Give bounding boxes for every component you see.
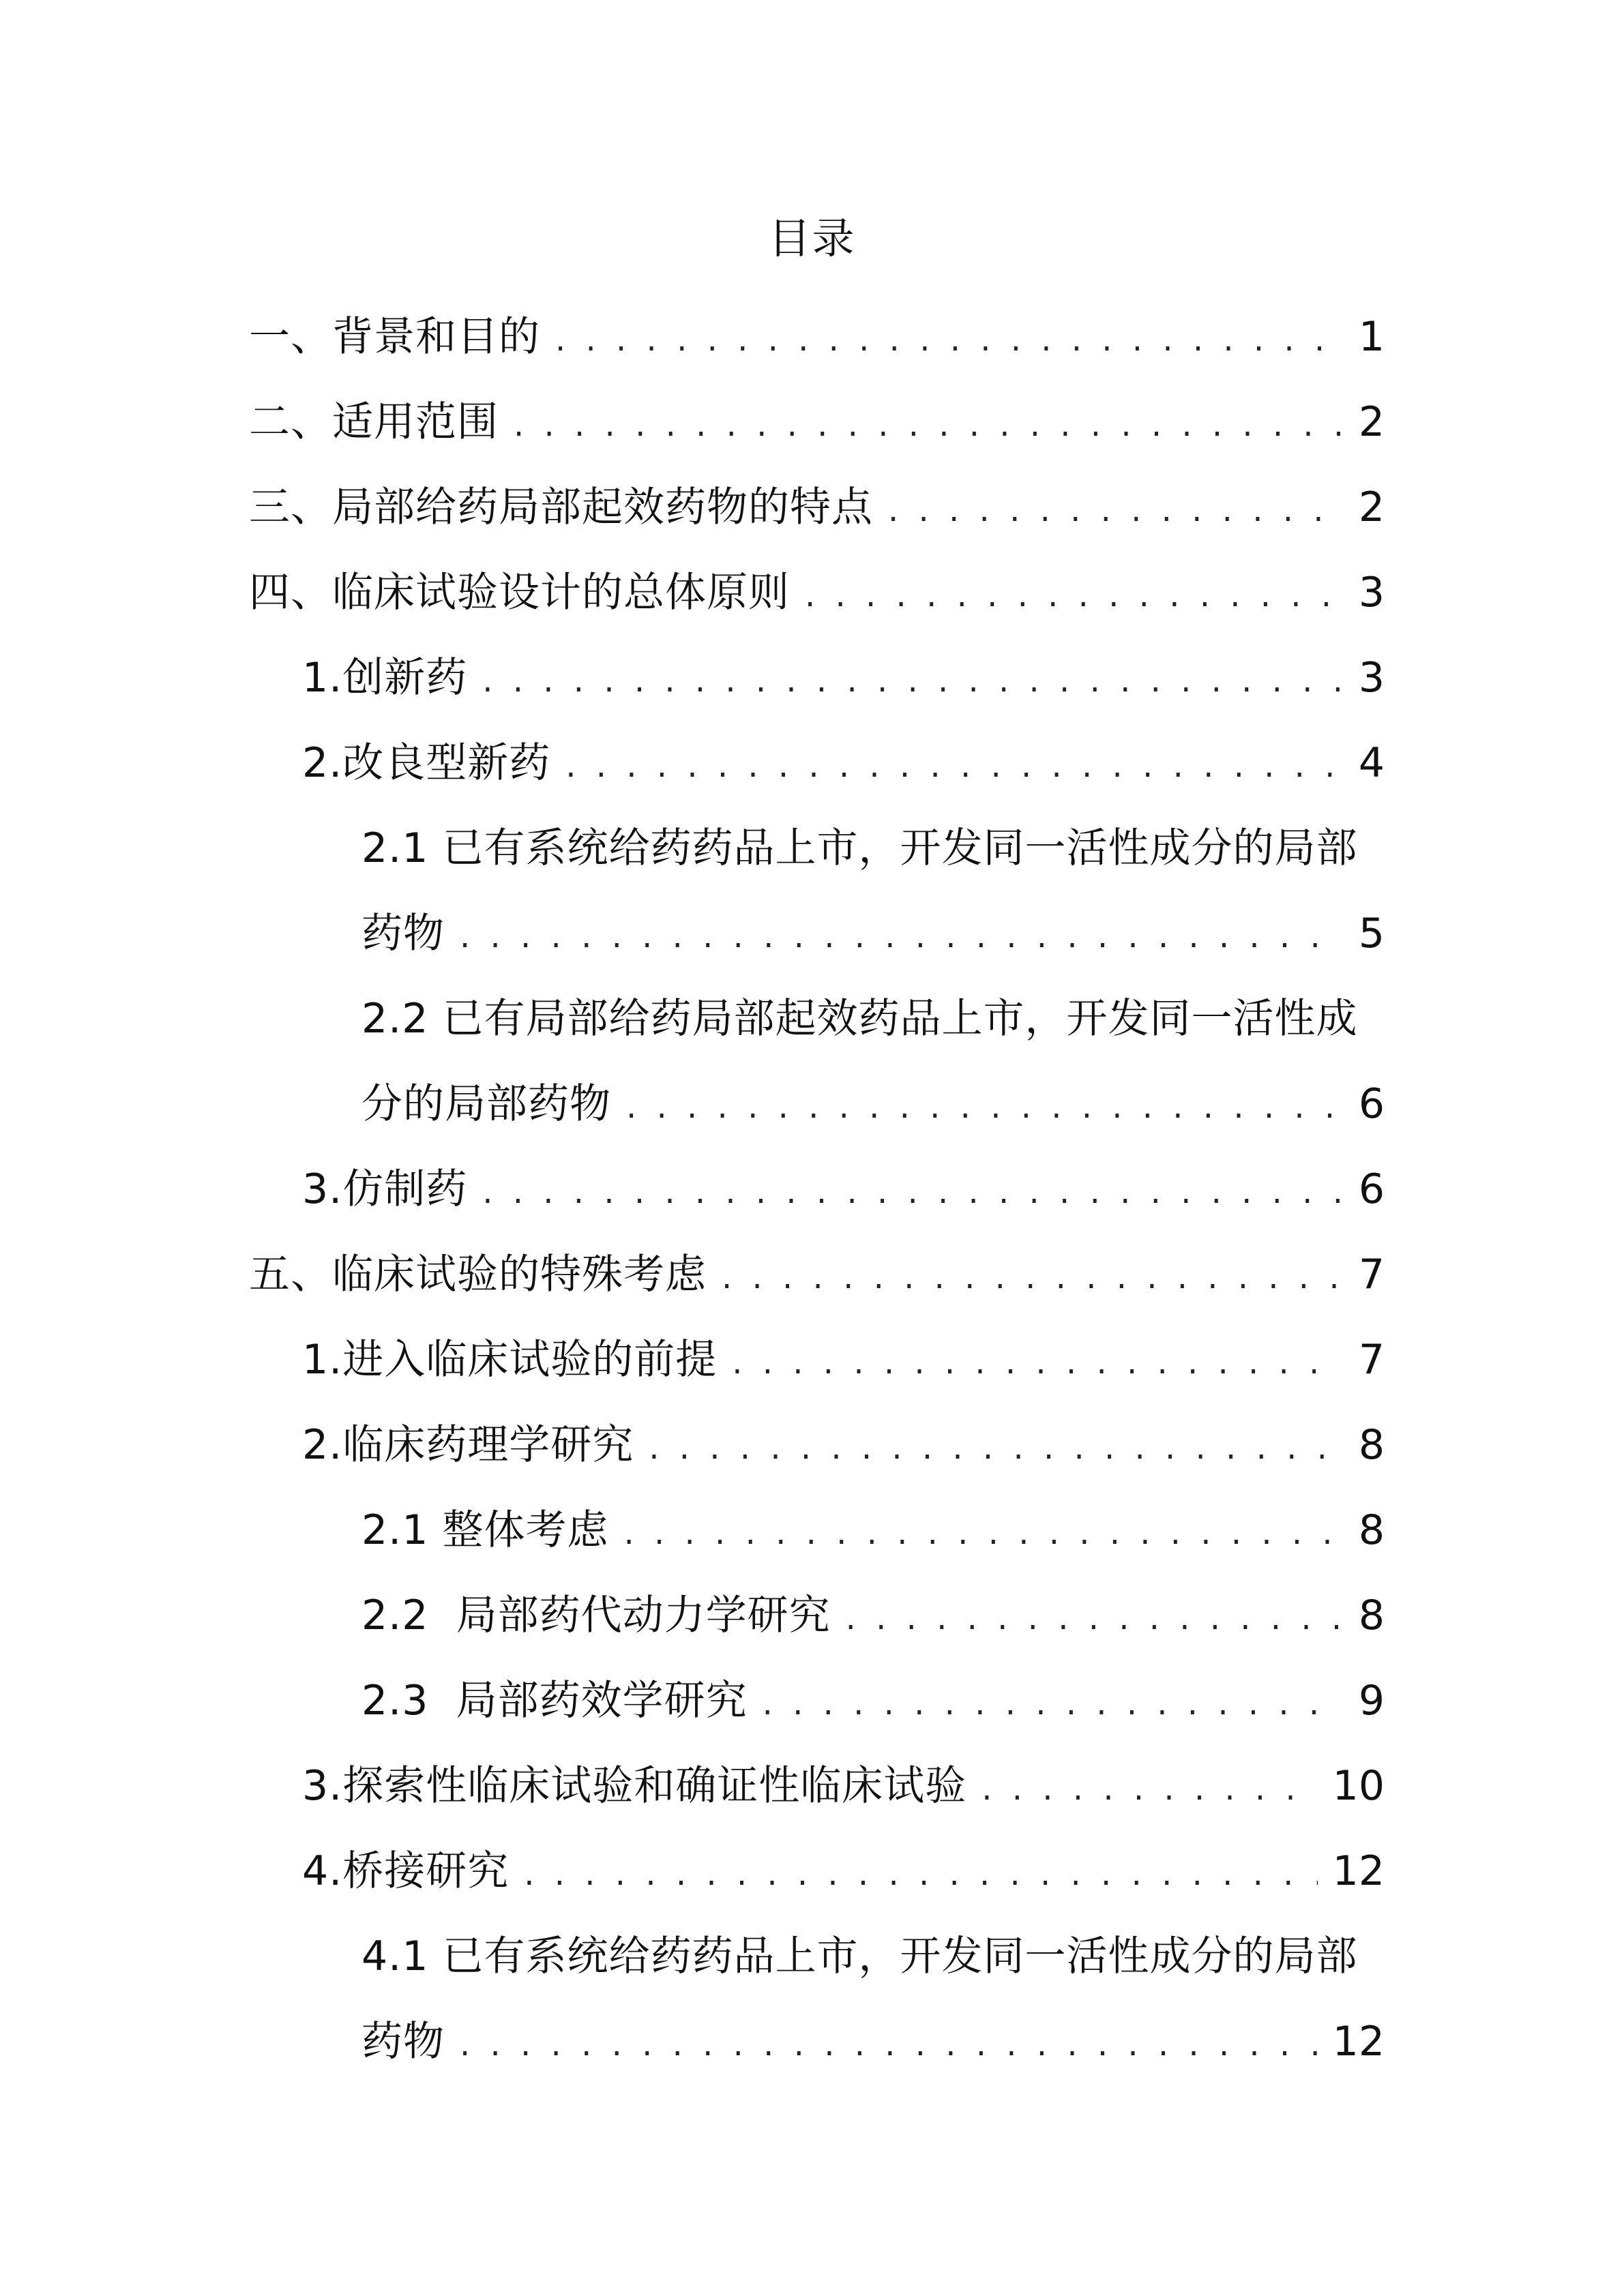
toc-entry[interactable] (249, 976, 1385, 1062)
toc-page-number: 2 (1358, 398, 1385, 446)
toc-page-number: 12 (1332, 2018, 1385, 2066)
toc-dot-leader (732, 1320, 1342, 1405)
page-title: 目录 (768, 213, 856, 263)
toc-dot-leader (981, 1746, 1317, 1832)
toc-dot-leader (460, 894, 1342, 979)
toc-dot-leader (846, 1576, 1342, 1661)
toc-entry-label: 2.改良型新药 (302, 739, 551, 787)
toc-page-number: 6 (1358, 1080, 1385, 1128)
toc-dot-leader (482, 1150, 1342, 1235)
toc-dot-leader (624, 1491, 1343, 1576)
toc-entry[interactable] (249, 1573, 1385, 1658)
toc-page-number: 3 (1358, 569, 1385, 616)
table-of-contents (249, 295, 1385, 2085)
toc-page-number: 10 (1332, 1762, 1385, 1810)
toc-entry-label: 2.2 局部药代动力学研究 (361, 1592, 831, 1639)
toc-dot-leader (763, 1661, 1342, 1746)
toc-page-number: 9 (1358, 1677, 1385, 1725)
toc-entry[interactable] (249, 550, 1385, 636)
toc-entry-label: 2.3 局部药效学研究 (361, 1677, 748, 1725)
toc-page-number: 8 (1358, 1592, 1385, 1639)
toc-entry[interactable] (249, 636, 1385, 721)
toc-entry-label: 3.探索性临床试验和确证性临床试验 (302, 1762, 967, 1810)
toc-entry[interactable] (249, 1147, 1385, 1232)
toc-entry-continuation[interactable] (249, 891, 1385, 976)
toc-dot-leader (649, 1405, 1342, 1491)
toc-entry-label: 三、局部给药局部起效药物的特点 (249, 483, 873, 531)
toc-page-number: 4 (1358, 739, 1385, 787)
toc-page-number: 8 (1358, 1506, 1385, 1554)
toc-entry-label: 药物 (361, 2018, 445, 2066)
toc-dot-leader (888, 468, 1342, 553)
toc-entry-label: 四、临床试验设计的总体原则 (249, 569, 790, 616)
toc-entry[interactable] (249, 1658, 1385, 1744)
toc-entry-label: 2.1 整体考虑 (361, 1506, 609, 1554)
toc-entry-label: 一、背景和目的 (249, 313, 540, 361)
toc-page-number: 8 (1358, 1421, 1385, 1469)
toc-dot-leader (626, 1064, 1342, 1150)
toc-dot-leader (514, 383, 1342, 468)
toc-entry-label: 4.1 已有系统给药药品上市，开发同一活性成分的局部 (361, 1933, 1358, 1980)
toc-dot-leader (805, 553, 1342, 638)
toc-entry[interactable] (249, 1403, 1385, 1488)
toc-entry-label: 2.临床药理学研究 (302, 1421, 634, 1469)
toc-entry[interactable] (249, 1488, 1385, 1573)
toc-entry[interactable] (249, 380, 1385, 465)
toc-entry[interactable] (249, 295, 1385, 380)
toc-dot-leader (565, 724, 1342, 809)
toc-page-number: 1 (1358, 313, 1385, 361)
toc-dot-leader (524, 1832, 1317, 1917)
toc-page-number: 12 (1332, 1847, 1385, 1895)
toc-entry-label: 药物 (361, 910, 445, 957)
toc-entry[interactable] (249, 1317, 1385, 1403)
toc-entry[interactable] (249, 721, 1385, 806)
toc-entry-label: 二、适用范围 (249, 398, 499, 446)
toc-entry[interactable] (249, 465, 1385, 550)
toc-page-number: 7 (1358, 1336, 1385, 1384)
toc-page-number: 5 (1358, 910, 1385, 957)
toc-entry-label: 1.进入临床试验的前提 (302, 1336, 718, 1384)
toc-entry-label: 五、临床试验的特殊考虑 (249, 1251, 707, 1298)
toc-entry-label: 1.创新药 (302, 654, 468, 702)
toc-page-number: 7 (1358, 1251, 1385, 1298)
toc-entry-label: 2.1 已有系统给药药品上市，开发同一活性成分的局部 (361, 824, 1358, 872)
toc-entry[interactable] (249, 1914, 1385, 1999)
toc-entry-label: 3.仿制药 (302, 1165, 468, 1213)
toc-entry[interactable] (249, 1744, 1385, 1829)
toc-dot-leader (460, 2002, 1318, 2087)
toc-entry-label: 4.桥接研究 (302, 1847, 510, 1895)
toc-page-number: 6 (1358, 1165, 1385, 1213)
toc-dot-leader (555, 297, 1342, 383)
toc-entry[interactable] (249, 1829, 1385, 1914)
toc-entry-continuation[interactable] (249, 1062, 1385, 1147)
toc-entry-label: 分的局部药物 (361, 1080, 611, 1128)
toc-page-number: 3 (1358, 654, 1385, 702)
toc-entry[interactable] (249, 1232, 1385, 1317)
toc-dot-leader (722, 1235, 1342, 1320)
toc-page-number: 2 (1358, 483, 1385, 531)
toc-entry-label: 2.2 已有局部给药局部起效药品上市，开发同一活性成 (361, 995, 1358, 1043)
toc-entry-continuation[interactable] (249, 1999, 1385, 2085)
toc-dot-leader (482, 638, 1342, 724)
toc-entry[interactable] (249, 806, 1385, 891)
